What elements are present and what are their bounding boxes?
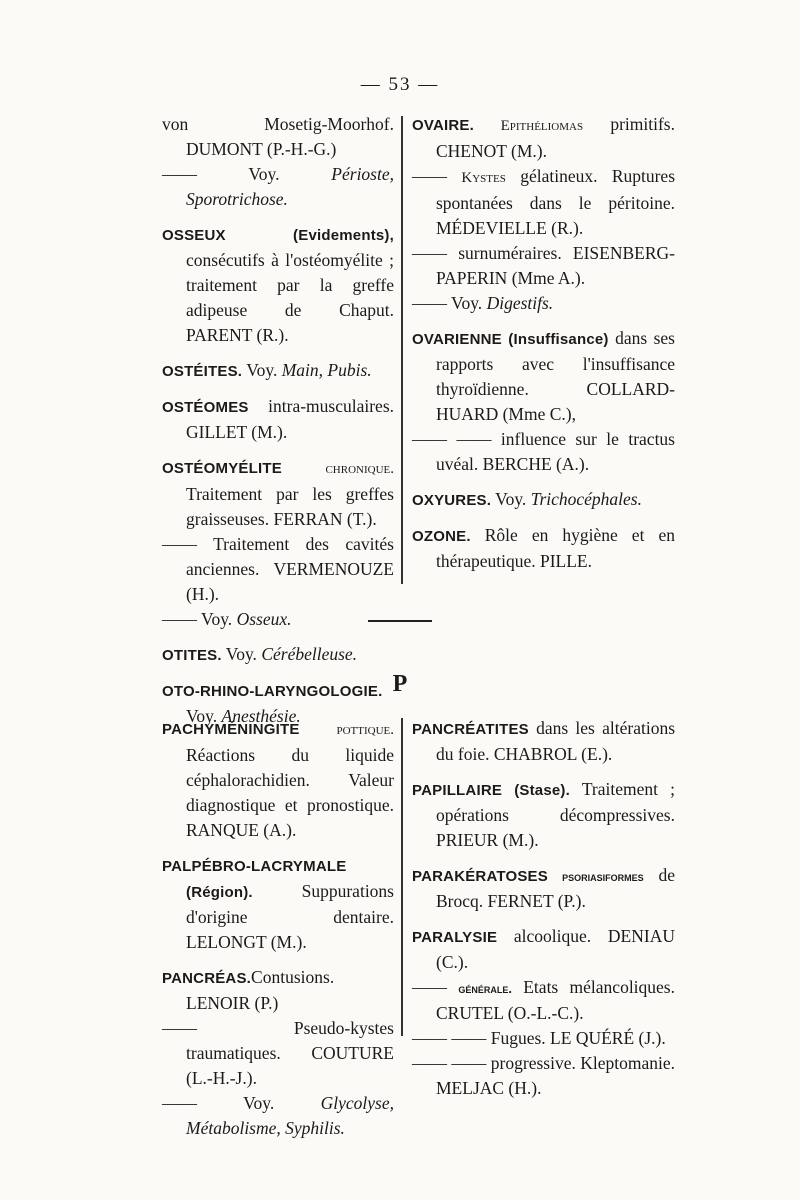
entry-refs: Osseux. [236, 609, 292, 629]
entry-smallcaps: psoriasiformes [547, 869, 644, 884]
entry-refs: Trichocéphales. [530, 489, 642, 509]
entry-refs: Main, Pubis. [281, 360, 372, 380]
entry-text: intra-musculaires. GILLET (M.). [186, 396, 394, 442]
entry-text: primitifs. CHENOT (M.). [436, 114, 675, 161]
entry-heading: PANCRÉATITES [412, 721, 529, 738]
index-entry-palpebro [162, 853, 394, 955]
entry-heading: OSTÉOMYÉLITE [162, 460, 282, 477]
entry-heading: OSSEUX (Evidements), [162, 227, 394, 244]
entry-refs: Périoste, Sporotrichose. [186, 164, 394, 209]
index-column-bottom-right [412, 716, 675, 1101]
entry-heading: OZONE. [412, 528, 471, 545]
index-entry-pancreatites [412, 716, 675, 767]
entry-heading: OVAIRE. [412, 117, 474, 134]
entry-text: de Brocq. FERNET (P.). [436, 865, 675, 911]
entry-text: dans les altérations du foie. CHABROL (E.). [436, 718, 675, 764]
entry-heading: OSTÉITES. [162, 363, 243, 380]
entry-dash: —— [412, 166, 462, 186]
entry-heading: PALPÉBRO-LACRYMALE (Région). [162, 858, 347, 901]
entry-text: Voy. [491, 489, 531, 509]
index-subentry [412, 164, 675, 241]
entry-heading: PANCRÉAS. [162, 970, 252, 987]
index-subentry [412, 241, 675, 291]
entry-voy: —— Voy. [162, 164, 332, 184]
entry-heading: PACHYMÉNINGITE [162, 721, 300, 738]
entry-text: Suppurations d'origine dentaire. LELONGT (M.). [186, 881, 394, 952]
entry-text: gélatineux. Ruptures spontanées dans le péritoine. MÉDEVIELLE (R.). [436, 166, 676, 238]
index-subentry [412, 975, 675, 1026]
entry-text: Voy. [186, 706, 222, 726]
entry-text: Rôle en hygiène et en thérapeutique. PILLE. [436, 525, 675, 571]
entry-text: Voy. [221, 644, 262, 664]
index-entry-osteomes [162, 394, 394, 445]
index-entry-pachymeningite [162, 716, 394, 843]
entry-voy: —— Voy. [162, 1093, 321, 1113]
index-subentry [412, 427, 675, 477]
index-entry-oxyures [412, 487, 675, 513]
index-subentry [162, 532, 394, 607]
entry-text: Réactions du liquide céphalorachidien. Valeur diagnostique et pronostique. RANQUE (A.). [186, 745, 394, 840]
entry-text: —— surnuméraires. EISENBERG-PAPERIN (Mme A.). [412, 243, 675, 288]
entry-text: —— —— Fugues. LE QUÉRÉ (J.). [412, 1028, 666, 1048]
entry-dash: —— [412, 977, 459, 997]
index-entry-ovarienne [412, 326, 675, 427]
index-subentry [162, 1016, 394, 1091]
index-column-top-left [162, 112, 394, 729]
entry-heading: PAPILLAIRE (Stase). [412, 782, 570, 799]
column-divider-top [401, 116, 403, 584]
section-separator [368, 620, 432, 622]
entry-text: Voy. [242, 360, 282, 380]
section-letter: P [392, 671, 408, 697]
entry-heading: PARALYSIE [412, 929, 498, 946]
index-column-top-right [412, 112, 675, 574]
entry-text: dans ses rapports avec l'insuffisance thyroïdienne. COLLARD-HUARD (Mme C.), [436, 328, 675, 424]
entry-voy: —— Voy. [412, 293, 487, 313]
index-subentry [162, 162, 394, 212]
entry-refs: Digestifs. [486, 293, 554, 313]
entry-text: Contusions. LENOIR (P.) [186, 967, 335, 1013]
entry-heading: OTITES. [162, 647, 222, 664]
entry-text: Etats mélancoliques. CRUTEL (O.-L.-C.). [436, 977, 675, 1023]
entry-smallcaps: générale. [458, 981, 512, 996]
index-entry-continuation [162, 112, 394, 162]
index-entry-osseux [162, 222, 394, 348]
entry-refs: Glycolyse, Métabolisme, Syphilis. [186, 1093, 394, 1138]
index-subentry [162, 1091, 394, 1141]
entry-text: consécutifs à l'ostéomyélite ; traitement par la greffe adipeuse de Chaput. PARENT (R.). [186, 250, 394, 345]
entry-heading: OTO-RHINO-LARYNGOLOGIE. [162, 683, 383, 700]
index-entry-parakeratoses [412, 863, 675, 914]
index-entry-osteites [162, 358, 394, 384]
index-entry-otites [162, 642, 394, 668]
column-divider-bottom [401, 718, 403, 1036]
entry-text: alcoolique. DENIAU (C.). [436, 926, 675, 972]
entry-text: —— —— progressive. Kleptomanie. MELJAC (H.). [412, 1053, 675, 1098]
entry-text: —— Pseudo-kystes traumatiques. COUTURE (L.-H.-J.). [162, 1018, 394, 1088]
index-entry-osteomyelite [162, 455, 394, 532]
index-entry-pancreas [162, 965, 394, 1016]
page-number: — 53 — [360, 74, 440, 95]
entry-heading: OSTÉOMES [162, 399, 249, 416]
index-entry-paralysie [412, 924, 675, 975]
index-subentry [162, 607, 394, 632]
index-subentry [412, 291, 675, 316]
entry-voy: —— Voy. [162, 609, 237, 629]
entry-heading: OVARIENNE (Insuffisance) [412, 331, 609, 348]
entry-text: —— —— influence sur le tractus uvéal. BERCHE (A.). [412, 429, 675, 474]
entry-heading: OXYURES. [412, 492, 492, 509]
entry-smallcaps: Kystes [461, 170, 506, 186]
index-subentry [412, 1026, 675, 1051]
entry-refs: Anesthésie. [221, 706, 301, 726]
index-subentry [412, 1051, 675, 1101]
entry-text: von Mosetig-Moorhof. DUMONT (P.-H.-G.) [162, 114, 394, 159]
entry-text: Traitement par les greffes graisseuses. FERRAN (T.). [186, 484, 394, 529]
entry-text: —— Traitement des cavités anciennes. VERMENOUZE (H.). [162, 534, 394, 604]
index-column-bottom-left [162, 716, 394, 1141]
entry-smallcaps: Epithéliomas [473, 118, 584, 134]
index-entry-papillaire [412, 777, 675, 853]
index-entry-ovaire [412, 112, 675, 164]
entry-heading: PARAKÉRATOSES [412, 868, 548, 885]
entry-text: Traitement ; opérations décompressives. PRIEUR (M.). [436, 779, 676, 850]
index-entry-ozone [412, 523, 675, 574]
entry-smallcaps: chronique. [281, 461, 394, 477]
entry-refs: Cérébelleuse. [261, 644, 358, 664]
entry-smallcaps: pottique. [299, 722, 394, 738]
